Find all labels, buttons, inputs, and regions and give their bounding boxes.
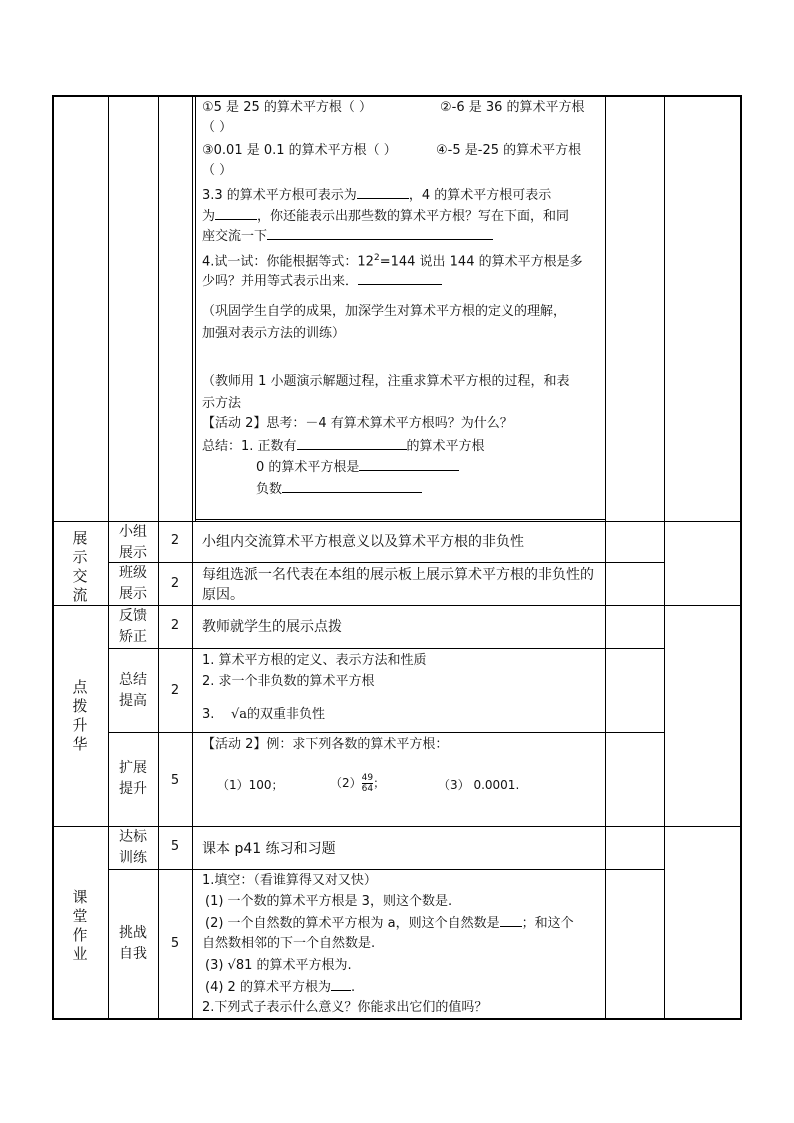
minutes-challenge: 5 [170,936,180,951]
table-border-bottom [52,1018,742,1020]
summary-line-3 [256,479,422,500]
summary-text-a: 总结：1. 正数有 [202,439,297,454]
question-3-text-b: ，4 的算术平方根可表示 [408,188,552,203]
row-label-feedback [113,606,153,648]
answer-blank [267,226,493,240]
challenge-line-3-text-b: ；和这个 [521,916,574,931]
answer-blank [331,977,351,991]
row-label-line: 扩展 [119,760,147,776]
question-3-line3 [202,226,493,247]
row-label-summary [113,670,153,712]
fraction-49-64 [362,773,373,794]
question-1d-cont: （ ） [202,163,233,178]
extend-heading: 【活动 2】例：求下列各数的算术平方根： [202,737,449,752]
row-label-line: 达标 [119,829,147,845]
summary-text-b: 的算术平方根 [406,439,485,454]
row-label-line: 小组 [119,524,147,540]
question-4-text-a: 4.试一试：你能根据等式： [202,254,358,270]
section-title-dianbo: 点 拨 升 华 [72,678,88,753]
minutes-summary: 2 [170,683,180,698]
row-label-line: 自我 [119,946,147,962]
fraction-numerator: 49 [361,773,374,783]
table-border-left [52,95,54,1020]
summary-item-2: 2. 求一个非负数的算术平方根 [202,674,375,689]
challenge-line-7: 2.下列式子表示什么意义？你能求出它们的值吗？ [202,1000,488,1015]
example-3: （3） 0.0001. [438,778,520,792]
question-4-line1 [202,248,583,272]
row-label-challenge [113,923,153,965]
question-1b-cont: （ ） [202,120,233,135]
row-label-line: 反馈 [119,608,147,624]
challenge-line-6-text-a: (4) 2 的算术平方根为 [205,980,331,995]
summary-item-3 [202,705,325,725]
row-label-line: 矫正 [119,629,147,645]
answer-blank [282,479,422,493]
sqrt-a-expression: √a [230,707,247,722]
answer-blank [215,206,257,220]
question-3-text-d: ，你还能表示出那些数的算术平方根？写在下面，和同 [257,209,570,224]
row-label-standard [113,827,153,869]
row-line-zhanshi-end [52,605,742,606]
minutes-group-show: 2 [170,533,180,548]
challenge-line-6-text-b: . [350,980,356,995]
content-standard: 课本 p41 练习和习题 [202,841,336,857]
content-class-show-line2: 原因。 [202,587,244,603]
question-1b: ②-6 是 36 的算术平方根 [440,100,585,115]
summary-text-d: 负数 [256,482,283,497]
row-line-zhanshi-mid [108,562,665,563]
top-box-left [195,95,196,521]
minutes-extend: 5 [170,773,180,788]
section-title-ketang: 课 堂 作 业 [72,888,88,963]
answer-blank [357,185,409,199]
summary-item-3-text: 的双重非负性 [246,707,325,722]
question-1a: ①5 是 25 的算术平方根（ ） [202,100,372,115]
col-line-1 [108,95,109,1020]
summary-item-3-num: 3. [202,707,215,722]
summary-line-1 [202,436,485,457]
summary-item-1: 1. 算术平方根的定义、表示方法和性质 [202,653,427,668]
example-2-prefix: （2） [330,776,362,790]
table-border-right [740,95,742,1020]
activity-2-think: 【活动 2】思考：－4 有算术算术平方根吗？为什么？ [202,416,513,431]
row-label-group-show [113,522,153,564]
content-feedback: 教师就学生的展示点拨 [202,619,342,635]
row-line-dianbo-end [52,826,742,827]
row-label-line: 训练 [119,850,147,866]
row-label-line: 展示 [119,586,147,602]
table-border-top [52,95,742,97]
question-3-line1 [202,185,551,206]
question-1c: ③0.01 是 0.1 的算术平方根（ ） [202,143,397,158]
row-line-fankui-end [108,648,665,649]
challenge-line-1: 1.填空：（看谁算得又对又快） [202,873,377,888]
challenge-line-2: (1) 一个数的算术平方根是 3，则这个数是. [205,894,453,909]
top-box-bottom [195,519,605,520]
note-1-line1: （巩固学生自学的成果，加深学生对算术平方根的定义的理解， [202,304,567,319]
col-line-3 [192,95,193,1020]
row-label-line: 提升 [119,781,147,797]
challenge-line-5: (3) √81 的算术平方根为. [205,958,352,973]
row-label-line: 展示 [119,545,147,561]
answer-blank [297,436,407,450]
answer-blank [500,913,522,927]
equation-base: 12 [357,254,374,270]
content-class-show-line1: 每组选派一名代表在本组的展示板上展示算术平方根的非负性的 [202,567,594,583]
summary-line-2 [256,457,459,478]
question-3-text-a: 3.3 的算术平方根可表示为 [202,188,357,203]
example-2-suffix: ； [373,776,386,790]
question-4-text-c: 少吗？并用等式表示出来． [202,274,359,289]
fraction-denominator: 64 [361,784,374,794]
content-group-show: 小组内交流算术平方根意义以及算术平方根的非负性 [202,534,524,550]
section-title-zhanshi: 展 示 交 流 [72,529,88,604]
note-2-line2: 示方法 [202,396,242,411]
question-3-text-c: 为 [202,209,216,224]
challenge-line-4: 自然数相邻的下一个自然数是. [202,936,376,951]
col-line-4 [605,95,606,1020]
challenge-line-3 [205,913,574,934]
lesson-plan-table [52,95,742,1020]
minutes-standard: 5 [170,839,180,854]
answer-blank [359,457,459,471]
note-2-line1: （教师用 1 小题演示解题过程，注重求算术平方根的过程，和表 [202,374,570,389]
minutes-class-show: 2 [170,576,180,591]
col-line-5 [664,95,665,1020]
challenge-line-6 [205,977,355,998]
minutes-feedback: 2 [170,618,180,633]
summary-text-c: 0 的算术平方根是 [256,460,360,475]
question-4-text-b: =144 说出 144 的算术平方根是多 [379,254,583,270]
row-label-line: 班级 [119,565,147,581]
question-4-line2 [202,271,442,292]
example-2 [330,769,385,797]
col-line-2 [158,95,159,1020]
row-line-zongjie-end [108,732,665,733]
question-1d: ④-5 是-25 的算术平方根 [436,143,582,158]
row-label-line: 提高 [119,693,147,709]
row-line-top-end [52,521,742,522]
row-label-line: 总结 [119,672,147,688]
row-label-extend [113,758,153,800]
question-3-line2 [202,206,569,227]
note-1-line2: 加强对表示方法的训练） [202,326,346,341]
row-label-line: 挑战 [119,925,147,941]
row-line-dabiao-end [108,869,665,870]
example-1: （1）100； [217,778,284,792]
row-label-class-show [113,563,153,605]
equation-exponent: 2 [373,253,380,263]
challenge-line-3-text-a: (2) 一个自然数的算术平方根为 a，则这个自然数是 [205,916,500,931]
question-3-text-e: 座交流一下 [202,229,268,244]
answer-blank [358,271,442,285]
